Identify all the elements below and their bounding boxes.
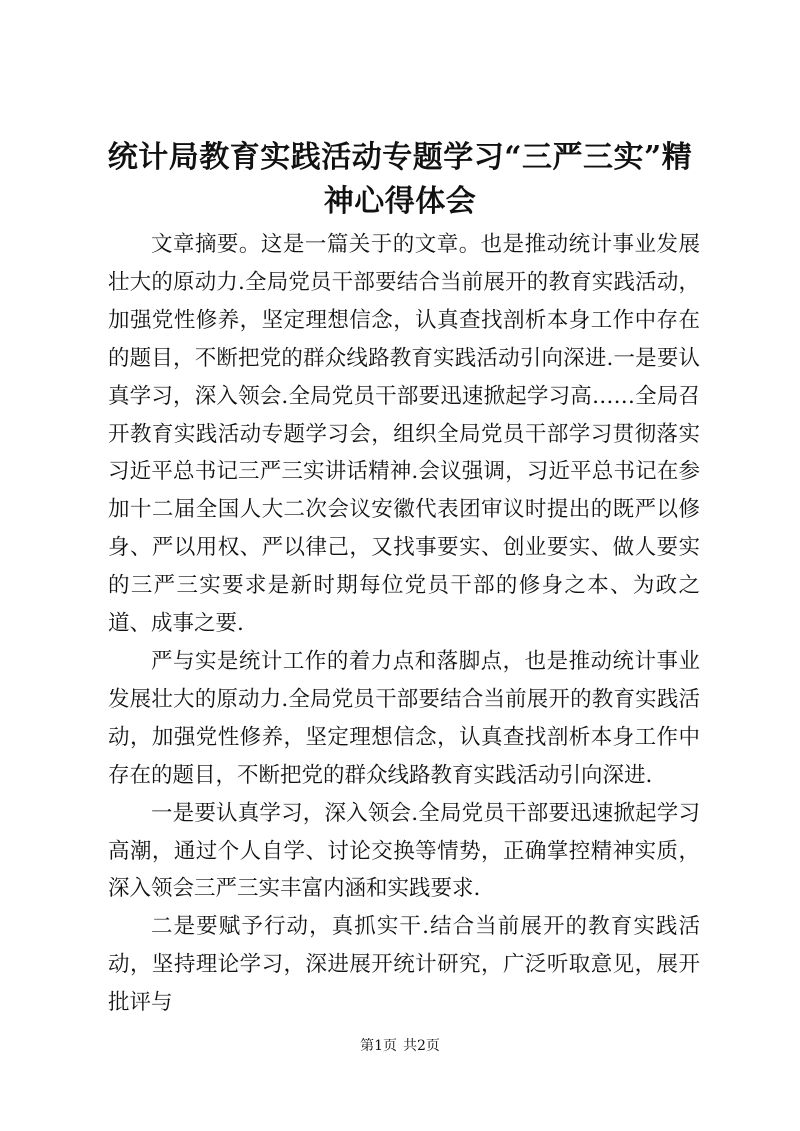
paragraph-3: 一是要认真学习，深入领会.全局党员干部要迅速掀起学习高潮，通过个人自学、讨论交换等情势，正确掌控精神实质，深入领会三严三实丰富内涵和实践要求. <box>108 800 700 902</box>
paragraph-1: 文章摘要。这是一篇关于的文章。也是推动统计事业发展壮大的原动力.全局党员干部要结合当前展开的教育实践活动，加强党性修养，坚定理想信念，认真查找剖析本身工作中存在的题目，不断把党的群众线路教育实践活动引向深进.一是要认真学习，深入领会.全局党员干部要迅速掀起学习高……全局召开教育实践活动专题学习会，组织全局党员干部学习贯彻落实习近平总书记三严三实讲话精神.会议强调，习近平总书记在参加十二届全国人大二次会议安徽代表团审议时提出的既严以修身、严以用权、严以律己，又找事要实、创业要实、做人要实的三严三实要求是新时期每位党员干部的修身之本、为政之道、成事之要. <box>108 232 700 637</box>
paragraph-4: 二是要赋予行动，真抓实干.结合当前展开的教育实践活动，坚持理论学习，深进展开统计研究，广泛听取意见，展开批评与 <box>108 914 700 1016</box>
title-line-1: 统计局教育实践活动专题学习“三严三实”精 <box>107 140 693 175</box>
page-number-current: 第1页 <box>360 1038 397 1054</box>
document-title <box>100 136 700 224</box>
title-line-2: 神心得体会 <box>323 184 477 219</box>
page-footer <box>0 1036 800 1056</box>
page-number-total: 共2页 <box>403 1038 440 1054</box>
paragraph-2: 严与实是统计工作的着力点和落脚点，也是推动统计事业发展壮大的原动力.全局党员干部要结合当前展开的教育实践活动，加强党性修养，坚定理想信念，认真查找剖析本身工作中存在的题目，不断把党的群众线路教育实践活动引向深进. <box>108 648 700 788</box>
document-body <box>108 226 700 1022</box>
